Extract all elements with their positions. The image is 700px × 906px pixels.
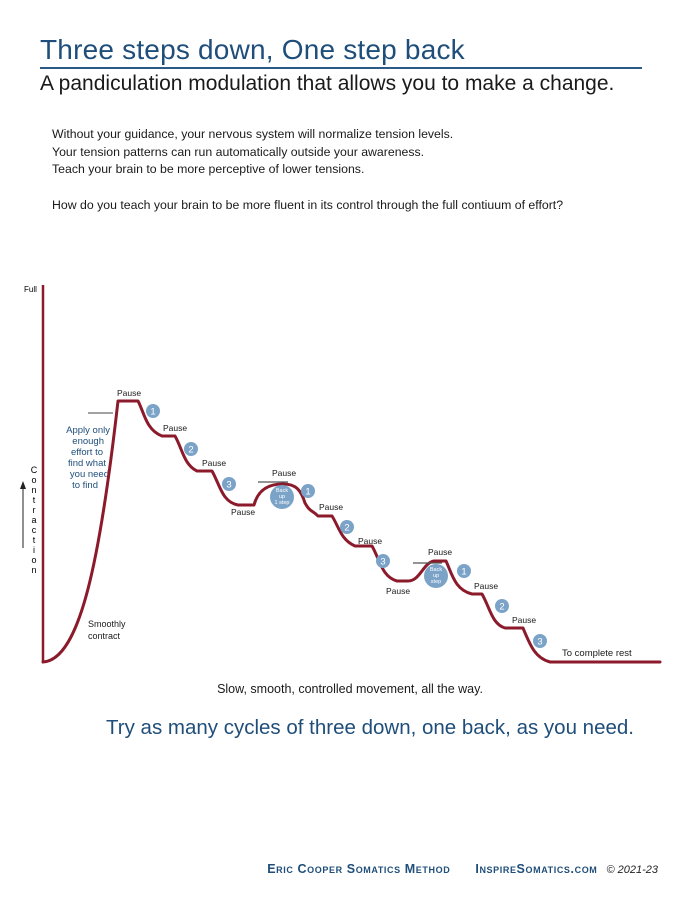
- pause-label: Pause: [474, 581, 499, 591]
- pause-label: Pause: [319, 502, 344, 512]
- svg-text:1: 1: [461, 566, 467, 578]
- svg-text:up: up: [278, 494, 286, 500]
- note-line: Smoothly: [88, 619, 126, 629]
- pause-label: Pause: [512, 615, 537, 625]
- note-line: to find: [72, 480, 98, 491]
- svg-text:3: 3: [380, 556, 386, 568]
- footer: [267, 862, 658, 876]
- intro-line: Teach your brain to be more perceptive of lower tensions.: [52, 162, 365, 176]
- intro-text: [52, 126, 563, 214]
- step-3-badge: [533, 634, 547, 648]
- note-line: enough: [72, 436, 104, 447]
- intro-question: How do you teach your brain to be more fluent in its control through the full contiuum of effort?: [52, 197, 564, 212]
- svg-text:1: 1: [305, 486, 311, 498]
- page-title: Three steps down, One step back: [40, 34, 465, 65]
- y-axis-letter: n: [31, 485, 37, 495]
- back-up-badge: [424, 564, 448, 588]
- y-axis-letter: C: [30, 465, 38, 475]
- tagline: Try as many cycles of three down, one back, as you need.: [106, 716, 634, 739]
- step-2-badge: [340, 520, 354, 534]
- tension-diagram: [0, 270, 700, 670]
- footer-brand: Eric Cooper Somatics Method: [267, 862, 451, 876]
- intro-line: Without your guidance, your nervous system will normalize tension levels.: [52, 127, 454, 141]
- y-axis-letter: o: [31, 555, 37, 565]
- step-2-badge: [495, 599, 509, 613]
- note-line: find what: [67, 458, 106, 469]
- pause-label: Pause: [117, 388, 142, 398]
- note-line: effort to: [70, 447, 103, 458]
- footer-site-link[interactable]: InspireSomatics.com: [475, 862, 598, 876]
- note-line: you need: [69, 469, 109, 480]
- step-1-badge: [146, 404, 160, 418]
- y-axis-letter: t: [32, 495, 36, 505]
- y-axis-label: [31, 465, 38, 575]
- note-line: Apply only: [66, 425, 110, 436]
- svg-text:Back: Back: [275, 488, 289, 494]
- step-circles: [146, 404, 547, 648]
- apply-effort-note: [66, 425, 110, 491]
- y-axis-letter: c: [31, 525, 37, 535]
- footer-copyright: © 2021-23: [606, 864, 658, 876]
- step-2-badge: [184, 442, 198, 456]
- svg-text:3: 3: [537, 636, 543, 648]
- step-1-badge: [457, 564, 471, 578]
- pause-label: Pause: [202, 458, 227, 468]
- svg-text:step: step: [430, 579, 442, 585]
- pause-label: Pause: [163, 423, 188, 433]
- step-3-badge: [222, 477, 236, 491]
- page-subtitle: A pandiculation modulation that allows you to make a change.: [40, 72, 615, 95]
- step-1-badge: [301, 484, 315, 498]
- pause-label: Pause: [231, 507, 256, 517]
- svg-text:1 step: 1 step: [274, 500, 290, 506]
- arrow-up-icon: [20, 481, 26, 489]
- note-line: contract: [88, 631, 121, 641]
- step-3-badge: [376, 554, 390, 568]
- y-axis-letter: i: [33, 545, 35, 555]
- svg-text:3: 3: [226, 479, 232, 491]
- diagram-caption: Slow, smooth, controlled movement, all the way.: [217, 682, 483, 696]
- title-underline: [40, 67, 642, 69]
- y-axis-letter: r: [32, 505, 36, 515]
- pause-label: Pause: [272, 468, 297, 478]
- svg-text:1: 1: [150, 406, 156, 418]
- end-label: To complete rest: [562, 648, 632, 659]
- back-up-badge: [270, 485, 294, 509]
- smoothly-contract-note: [88, 619, 126, 641]
- svg-text:up: up: [432, 573, 440, 579]
- y-axis-letter: n: [31, 565, 37, 575]
- y-axis-letter: a: [31, 515, 37, 525]
- svg-text:2: 2: [499, 601, 505, 613]
- svg-text:2: 2: [344, 522, 350, 534]
- svg-text:2: 2: [188, 444, 194, 456]
- pause-label: Pause: [386, 586, 411, 596]
- pause-label: Pause: [428, 547, 453, 557]
- intro-line: Your tension patterns can run automatically outside your awareness.: [52, 144, 425, 159]
- y-axis-letter: t: [32, 535, 36, 545]
- y-axis-letter: o: [31, 475, 37, 485]
- y-top-label: Full: [24, 285, 37, 294]
- pause-label: Pause: [358, 536, 383, 546]
- svg-text:Back: Back: [429, 567, 443, 573]
- pause-labels: [117, 388, 536, 625]
